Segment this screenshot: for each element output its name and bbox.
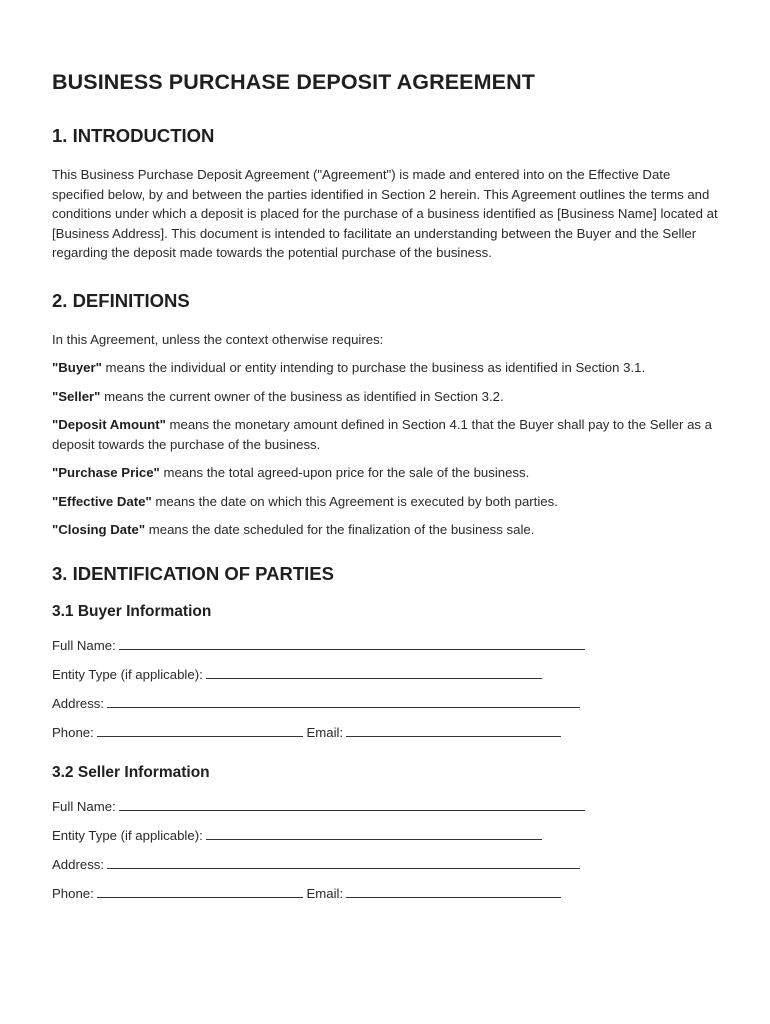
definition-text: means the date scheduled for the finalization of the business sale. [145,522,535,537]
definition-term: "Seller" [52,388,101,404]
definition-deposit-amount [52,415,722,454]
seller-full-name-field[interactable] [119,797,585,811]
field-label: Full Name: [52,799,116,814]
buyer-phone-email-row [52,723,722,743]
field-label: Full Name: [52,637,116,653]
field-label: Phone: [52,724,94,740]
field-label: Email: [306,724,344,740]
definition-buyer [52,358,722,378]
definition-purchase-price [52,463,722,483]
definition-term: "Deposit Amount" [52,417,166,432]
buyer-phone-field[interactable] [97,723,303,737]
seller-phone-field[interactable] [97,884,303,898]
definition-closing-date [52,520,722,540]
seller-entity-type-row [52,826,722,846]
definition-text: means the date on which this Agreement is executed by both parties. [151,493,558,509]
seller-entity-type-field[interactable] [206,826,542,840]
seller-phone-email-row [52,884,722,904]
section-definitions-heading: 2. DEFINITIONS [52,289,190,311]
section-parties-heading: 3. IDENTIFICATION OF PARTIES [52,562,334,584]
buyer-address-field[interactable] [107,694,580,708]
definition-text: means the current owner of the business as identified in Section 3.2. [100,388,504,404]
definitions-lead: In this Agreement, unless the context otherwise requires: [52,331,384,347]
field-label: Address: [52,857,105,872]
buyer-entity-type-field[interactable] [206,665,542,679]
field-label: Address: [52,695,105,711]
buyer-full-name-field[interactable] [119,636,585,650]
definition-text: means the monetary amount defined in Section 4.1 that the Buyer shall pay to the Seller as a deposit towards the purchase of the business. [52,417,713,452]
buyer-entity-type-row [52,665,722,685]
seller-address-field[interactable] [107,855,580,869]
definition-term: "Effective Date" [52,493,152,509]
seller-address-row [52,855,722,875]
definition-text: means the total agreed-upon price for the sale of the business. [159,465,530,480]
field-label: Email: [306,886,344,901]
field-label: Entity Type (if applicable): [52,666,203,682]
field-label: Phone: [52,886,94,901]
seller-information-heading: 3.2 Seller Information [52,764,210,781]
field-label: Entity Type (if applicable): [52,828,203,843]
definition-term: "Purchase Price" [52,465,160,480]
definition-term: "Closing Date" [52,522,146,537]
definition-effective-date [52,492,722,512]
buyer-full-name-row [52,636,722,656]
seller-email-field[interactable] [346,884,561,898]
document-title: BUSINESS PURCHASE DEPOSIT AGREEMENT [52,70,535,94]
document-page [52,70,722,913]
definition-seller [52,387,722,407]
buyer-information-heading: 3.1 Buyer Information [52,602,212,620]
definition-term: "Buyer" [52,360,102,375]
definition-text: means the individual or entity intending to purchase the business as identified in Section 3.1. [101,360,646,375]
seller-full-name-row [52,797,722,817]
buyer-email-field[interactable] [346,723,561,737]
buyer-address-row [52,694,722,714]
section-introduction-heading: 1. INTRODUCTION [52,125,215,146]
introduction-paragraph: This Business Purchase Deposit Agreement ("Agreement") is made and entered into on the Effective Date specified below, by and between the parties identified in Section 2 herein. This Agreement outlines the terms and conditions under which a deposit is placed for the purchase of a business identified as [Business Name] located at [Business Address]. This document is intended to facilitate an understanding between the Buyer and the Seller regarding the deposit made towards the potential purchase of the business. [52,167,718,260]
